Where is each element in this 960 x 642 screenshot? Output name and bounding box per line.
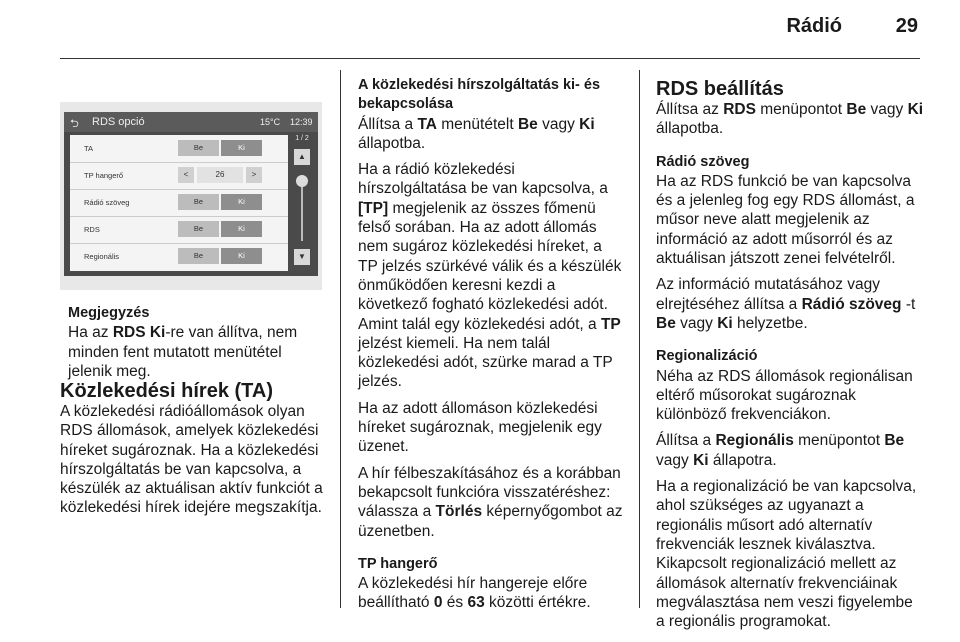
scrollbar[interactable] — [292, 135, 312, 271]
regionalization-heading: Regionalizáció — [656, 348, 758, 365]
ta-section — [60, 380, 330, 525]
paragraph: Állítsa a TA menütételt Be vagy Ki állapotba. — [358, 115, 595, 152]
screen-title-bar — [64, 112, 318, 132]
infotainment-screen — [64, 112, 318, 276]
scroll-up-icon[interactable]: ▲ — [294, 149, 310, 165]
section-heading: Közlekedési hírek (TA) — [60, 380, 274, 402]
clock-readout: 12:39 — [290, 117, 313, 127]
tp-volume-value: 26 — [197, 167, 243, 183]
screen-title: RDS opció — [92, 116, 145, 128]
page-title: Rádió — [786, 15, 842, 37]
on-button[interactable]: Be — [178, 140, 219, 156]
on-button[interactable]: Be — [178, 221, 219, 237]
note-heading: Megjegyzés — [68, 305, 150, 321]
scroll-knob[interactable] — [296, 175, 308, 187]
settings-row-radio-text — [70, 189, 288, 217]
decrease-button[interactable]: < — [178, 167, 194, 183]
scroll-down-icon[interactable]: ▼ — [294, 249, 310, 265]
off-button[interactable]: Ki — [221, 248, 262, 264]
page-indicator: 1 / 2 — [295, 135, 309, 142]
ta-toggle-heading: A közlekedési hírszolgáltatás ki- és bekapcsolása — [358, 77, 601, 113]
row-label: RDS — [84, 225, 100, 234]
paragraph: Ha a rádió közlekedési hírszolgáltatása be van kapcsolva, a [TP] megjelenik az összes főmenü felső sorában. Ha az adott állomás nem sugároz közlekedési híreket, a TP jelzés szürkévé válik és a készülék önműködően keresni kezdi a következő fogható közlekedési adót. Amint talál egy közlekedési adót, a TP jelzést kiemeli. Ha nem talál közlekedési adót, szürke marad a TP jelzés. — [358, 161, 622, 391]
row-label: Regionális — [84, 252, 120, 261]
increase-button[interactable]: > — [246, 167, 262, 183]
radio-text-heading: Rádió szöveg — [656, 153, 750, 170]
temperature-readout: 15°C — [260, 117, 281, 127]
settings-row-tp-volume — [70, 162, 288, 190]
rds-options-figure — [60, 102, 322, 290]
settings-list — [70, 135, 288, 271]
tp-volume-heading: TP hangerő — [358, 555, 438, 572]
paragraph: Ha az RDS funkció be van kapcsolva és a jelenleg fog egy RDS állomást, a műsor neve alatt megjelenik az információ az adott műsorról és az aktuálisan játszott zenei felvételről. — [656, 172, 915, 268]
paragraph: Állítsa az RDS menüpontot Be vagy Ki állapotba. — [656, 101, 924, 138]
settings-row-regional — [70, 243, 288, 270]
note-text: Ha az RDS Ki-re van állítva, nem minden fent mutatott menütétel jelenik meg. — [68, 324, 298, 380]
paragraph: A hír félbeszakításához és a korábban bekapcsolt funkcióra visszatéréshez: válassza a Törlés képernyőgombot az üzenetben. — [358, 464, 623, 540]
rds-settings-heading: RDS beállítás — [656, 78, 784, 100]
right-column — [656, 78, 924, 638]
column-divider-2 — [639, 70, 640, 608]
header-rule — [60, 58, 920, 59]
middle-column — [358, 76, 624, 620]
column-divider-1 — [340, 70, 341, 608]
paragraph: A közlekedési hír hangereje előre beállítható 0 és 63 közötti értékre. — [358, 575, 591, 612]
on-button[interactable]: Be — [178, 248, 219, 264]
settings-row-ta — [70, 135, 288, 163]
back-arrow-icon[interactable]: ⮌ — [70, 118, 79, 130]
row-label: Rádió szöveg — [84, 198, 130, 207]
note-block — [68, 304, 326, 381]
off-button[interactable]: Ki — [221, 194, 262, 210]
row-label: TP hangerő — [84, 171, 124, 180]
settings-row-rds — [70, 216, 288, 244]
paragraph: Ha a regionalizáció be van kapcsolva, ahol szükséges az ugyanazt a regionális műsort adó alternatív frekvenciák lesznek kiválasztva. Kikapcsolt regionalizáció mellett az állomások alternatív frekvenciáinak megválasztása nem veszi figyelembe a regionális programokat. — [656, 478, 917, 631]
off-button[interactable]: Ki — [221, 140, 262, 156]
paragraph: Néha az RDS állomások regionálisan eltérő műsorokat sugároznak különböző frekvenciákon. — [656, 367, 913, 424]
page-number: 29 — [895, 15, 918, 37]
on-button[interactable]: Be — [178, 194, 219, 210]
paragraph: Állítsa a Regionális menüpontot Be vagy Ki állapotra. — [656, 432, 905, 469]
paragraph: Ha az adott állomáson közlekedési híreket sugároznak, megjelenik egy üzenet. — [358, 399, 602, 456]
row-label: TA — [84, 144, 94, 153]
off-button[interactable]: Ki — [221, 221, 262, 237]
section-body: A közlekedési rádióállomások olyan RDS állomások, amelyek közlekedési híreket sugároznak. Ha a közlekedési hírszolgáltatás be van kapcsolva, a készülék az aktuálisan aktív funkciót a közlekedési hírek idejére megszakítja. — [60, 403, 323, 517]
paragraph: Az információ mutatásához vagy elrejtéséhez állítsa a Rádió szöveg -t Be vagy Ki helyzetbe. — [656, 276, 916, 332]
